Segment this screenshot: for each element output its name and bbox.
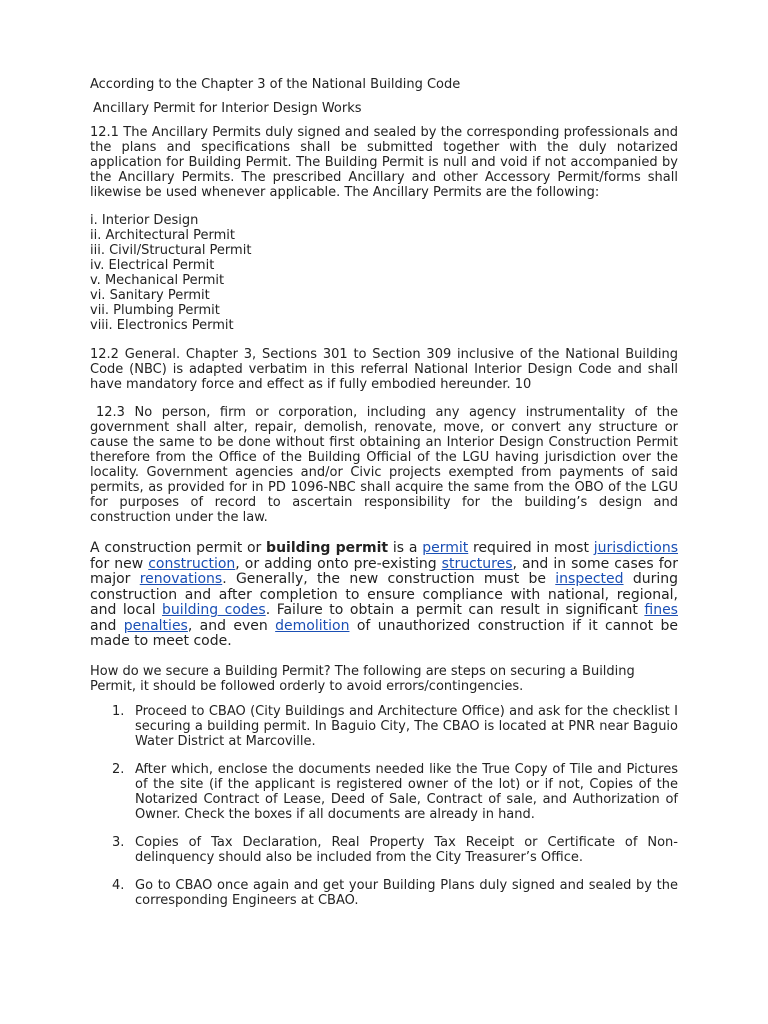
list-item bbox=[90, 762, 678, 822]
paragraph-12-1: 12.1 The Ancillary Permits duly signed and sealed by the corresponding professionals and the plans and specifications shall be submitted together with the duly notarized application for Building Permit. The Building Permit is null and void if not accompanied by the Ancillary Permits. The prescribed Ancillary and other Accessory Permit/forms shall likewise be used whenever applicable. The Ancillary Permits are the following: bbox=[90, 125, 678, 200]
list-item: v. Mechanical Permit bbox=[90, 273, 225, 288]
text-run: required in most bbox=[468, 540, 594, 556]
step-number: 1. bbox=[112, 703, 125, 719]
link-demolition[interactable]: demolition bbox=[275, 617, 350, 634]
step-number: 4. bbox=[112, 877, 125, 893]
list-item: iv. Electrical Permit bbox=[90, 258, 215, 273]
step-text: Proceed to CBAO (City Buildings and Architecture Office) and ask for the checklist I securing a building permit. In Baguio City, The CBAO is located at PNR near Baguio Water District at Marcoville. bbox=[135, 703, 678, 749]
text-run: A construction permit or bbox=[90, 540, 267, 556]
text-run: , or adding onto pre-existing bbox=[235, 555, 442, 572]
text-run: . Failure to obtain a permit can result in significant bbox=[265, 602, 645, 618]
list-item: i. Interior Design bbox=[90, 213, 199, 228]
text-run: for new bbox=[90, 555, 149, 572]
paragraph-12-3: 12.3 No person, firm or corporation, including any agency instrumentality of the government shall alter, repair, demolish, renovate, move, or convert any structure or cause the same to be done without first obtaining an Interior Design Construction Permit therefore from the Office of the Building Official of the LGU having jurisdiction over the locality. Government agencies and/or Civic projects exempted from payments of said permits, as provided for in PD 1096-NBC shall acquire the same from the OBO of the LGU for purposes of record to ascertain responsibility for the building’s design and construction under the law. bbox=[90, 405, 678, 525]
text-run: . Generally, the new construction must be bbox=[222, 571, 556, 587]
step-number: 3. bbox=[112, 834, 125, 850]
list-item: vi. Sanitary Permit bbox=[90, 288, 210, 303]
how-to-intro: How do we secure a Building Permit? The following are steps on securing a Building Permit, it should be followed orderly to avoid errors/contingencies. bbox=[90, 663, 635, 694]
building-permit-definition bbox=[90, 541, 678, 650]
link-construction[interactable]: construction bbox=[148, 555, 236, 572]
link-jurisdictions[interactable]: jurisdictions bbox=[593, 540, 678, 556]
list-item: viii. Electronics Permit bbox=[90, 318, 234, 333]
list-item bbox=[90, 704, 678, 749]
document-title: According to the Chapter 3 of the National Building Code bbox=[90, 77, 461, 92]
link-fines[interactable]: fines bbox=[644, 602, 678, 618]
list-item: vii. Plumbing Permit bbox=[90, 303, 220, 318]
ancillary-permit-list bbox=[90, 213, 678, 333]
link-building-codes[interactable]: building codes bbox=[162, 602, 266, 618]
steps-list bbox=[90, 704, 678, 908]
link-permit[interactable]: permit bbox=[422, 540, 469, 556]
text-run: , and even bbox=[187, 617, 276, 634]
link-structures[interactable]: structures bbox=[441, 555, 513, 572]
link-renovations[interactable]: renovations bbox=[139, 571, 223, 587]
link-penalties[interactable]: penalties bbox=[123, 617, 188, 634]
step-text: Copies of Tax Declaration, Real Property Tax Receipt or Certificate of Non-delinquency should also be included from the City Treasurer’s Office. bbox=[135, 834, 678, 865]
text-run: , and in some cases for major bbox=[90, 555, 678, 587]
step-text: Go to CBAO once again and get your Building Plans duly signed and sealed by the corresponding Engineers at CBAO. bbox=[135, 877, 678, 908]
text-run: of unauthorized construction if it cannot be made to meet code. bbox=[90, 617, 679, 649]
document-page bbox=[90, 77, 678, 921]
text-run: is a bbox=[388, 540, 423, 556]
text-run: during construction and after completion to ensure compliance with national, regional, and local bbox=[90, 571, 678, 618]
step-text: After which, enclose the documents needed like the True Copy of Tile and Pictures of the site (if the applicant is registered owner of the lot) or if not, Copies of the Notarized Contract of Lease, Deed of Sale, Contract of sale, and Authorization of Owner. Check the boxes if all documents are already in hand. bbox=[135, 761, 678, 822]
text-run: and bbox=[90, 617, 124, 634]
paragraph-12-2: 12.2 General. Chapter 3, Sections 301 to Section 309 inclusive of the National Building Code (NBC) is adapted verbatim in this referral National Interior Design Code and shall have mandatory force and effect as if fully embodied hereunder. 10 bbox=[90, 347, 678, 392]
link-inspected[interactable]: inspected bbox=[555, 571, 624, 587]
list-item bbox=[90, 835, 678, 865]
list-item: ii. Architectural Permit bbox=[90, 228, 235, 243]
step-number: 2. bbox=[112, 761, 125, 777]
list-item: iii. Civil/Structural Permit bbox=[90, 243, 252, 258]
bold-term: building permit bbox=[266, 540, 389, 556]
section-subtitle: Ancillary Permit for Interior Design Works bbox=[93, 101, 362, 116]
list-item bbox=[90, 878, 678, 908]
